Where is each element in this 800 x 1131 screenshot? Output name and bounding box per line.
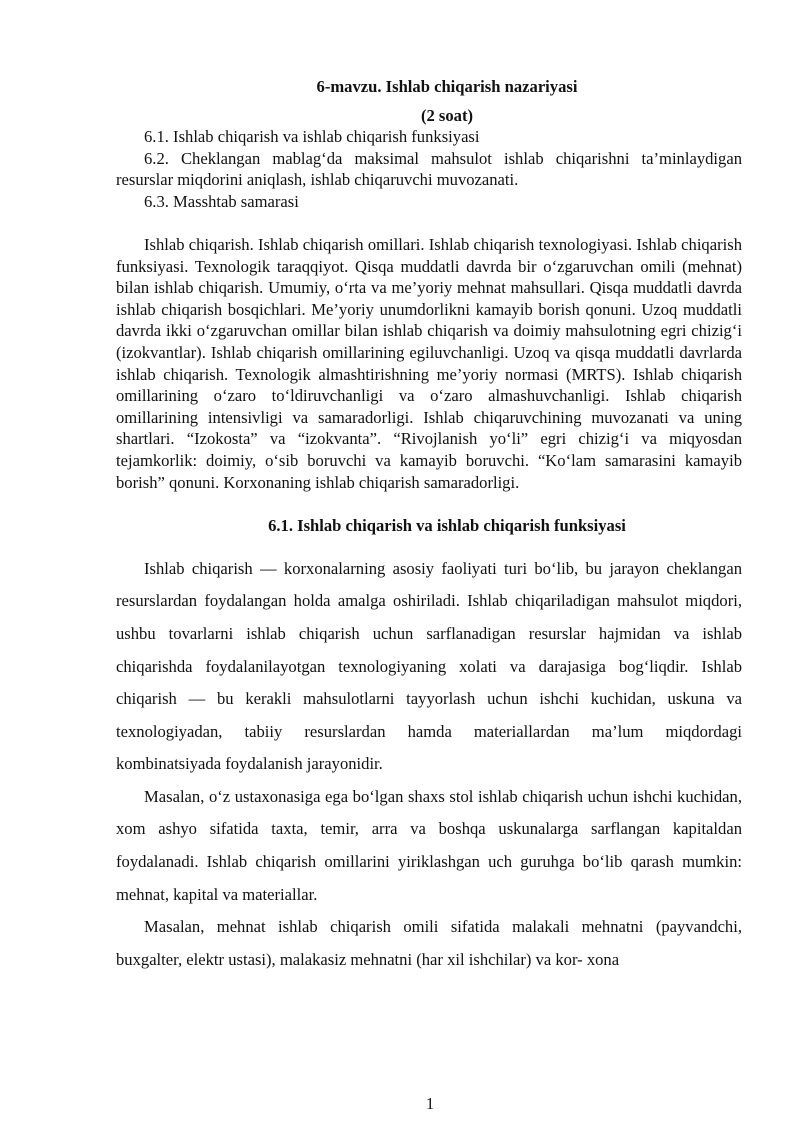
topic-summary-paragraph: Ishlab chiqarish. Ishlab chiqarish omillari. Ishlab chiqarish texnologiyasi. Ishlab chiqarish funksiyasi. Texnologik taraqqiyot. Qisqa muddatli davrda bir o‘zgaruvchan omili (mehnat) bilan ishlab chiqarish. Umumiy, o‘rta va me’yoriy mehnat mahsullari. Qisqa muddatli davrda ishlab chiqarish bosqichlari. Me’yoriy unumdorlikni kamayib borish qonuni. Uzoq muddatli davrda ikki o‘zgaruvchan omillar bilan ishlab chiqarish va doimiy mahsulotning egri chizig‘i (izokvantlar). Ishlab chiqarish omillarining egiluvchanligi. Uzoq va qisqa muddatli davrlarda ishlab chiqarish. Texnologik almashtirishning me’yoriy normasi (MRTS). Ishlab chiqarish omillarining o‘zaro to‘ldiruvchanligi va o‘zaro almashuvchanligi. Ishlab chiqarish omillarining intensivligi va samaradorligi. Ishlab chiqaruvchining muvozanati va uning shartlari. “Izokosta” va “izokvanta”. “Rivojlanish yo‘li” egri chizig‘i va miqyosdan tejamkorlik: doimiy, o‘sib boruvchi va kamayib boruvchi. “Ko‘lam samarasini kamayib borish” qonuni. Korxonaning ishlab chiqarish samaradorligi. <box>116 235 742 492</box>
body-paragraph-3: Masalan, mehnat ishlab chiqarish omili sifatida malakali mehnatni (payvandchi, buxgalter, elektr ustasi), malakasiz mehnatni (har xil ishchilar) va kor- xona <box>116 917 742 969</box>
topic-outline <box>116 126 742 212</box>
outline-item-1: 6.1. Ishlab chiqarish va ishlab chiqarish funksiyasi <box>144 127 480 146</box>
outline-item-2: 6.2. Cheklangan mablag‘da maksimal mahsulot ishlab chiqarishni ta’minlaydigan resurslar miqdorini aniqlash, ishlab chiqaruvchi muvozanati. <box>116 148 742 189</box>
body-paragraph-2: Masalan, o‘z ustaxonasiga ega bo‘lgan shaxs stol ishlab chiqarish uchun ishchi kuchidan, xom ashyo sifatida taxta, temir, arra va boshqa uskunalarga sarflangan kapitaldan foydalanadi. Ishlab chiqarish omillarini yiriklashgan uch guruhga bo‘lib qarash mumkin: mehnat, kapital va materiallar. <box>116 786 742 904</box>
section-heading: 6.1. Ishlab chiqarish va ishlab chiqarish funksiyasi <box>268 516 626 536</box>
body-paragraph-1: Ishlab chiqarish — korxonalarning asosiy faoliyati turi bo‘lib, bu jarayon cheklangan resurslardan foydalangan holda amalga oshiriladi. Ishlab chiqariladigan mahsulot miqdori, ushbu tovarlarni ishlab chiqarish uchun sarflanadigan resurslar hajmidan va ishlab chiqarishda foydalanilayotgan texnologiyaning xolati va darajasiga bog‘liqdir. Ishlab chiqarish — bu kerakli mahsulotlarni tayyorlash uchun ishchi kuchidan, uskuna va texnologiyadan, tabiiy resurslardan hamda materiallardan ma’lum miqdordagi kombinatsiyada foydalanish jarayonidir. <box>116 558 742 774</box>
document-title: 6-mavzu. Ishlab chiqarish nazariyasi <box>316 77 578 96</box>
outline-item-3: 6.3. Masshtab samarasi <box>144 191 299 211</box>
page-number: 1 <box>425 1094 435 1113</box>
hours-label: (2 soat) <box>420 106 474 125</box>
page-content <box>116 76 742 976</box>
